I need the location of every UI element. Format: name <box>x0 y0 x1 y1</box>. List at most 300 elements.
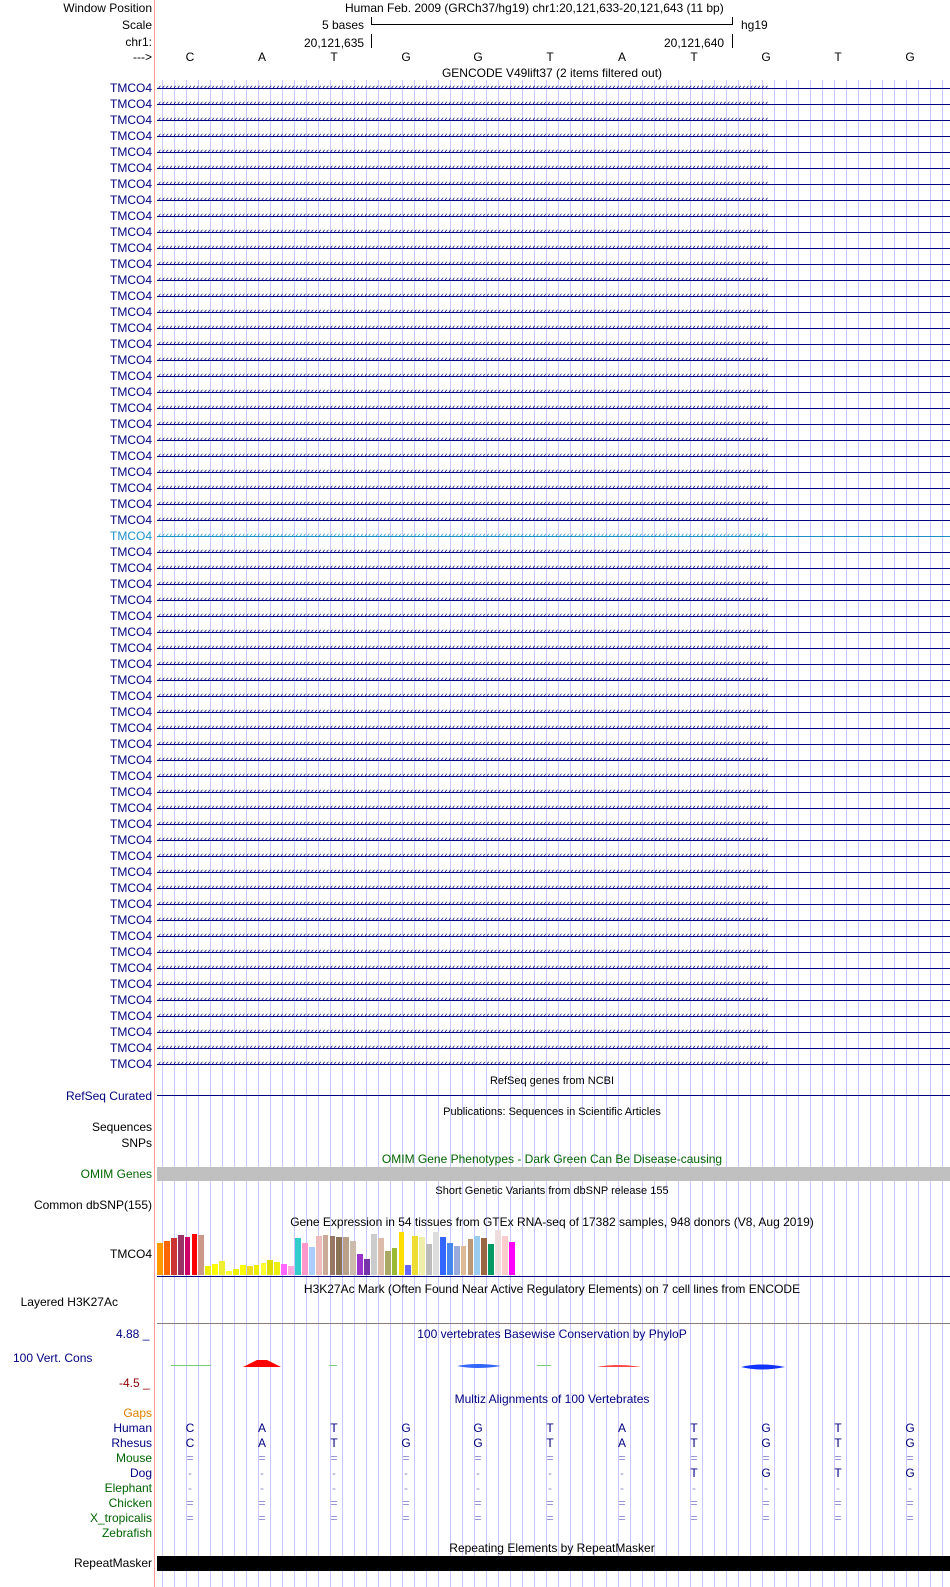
aligned-base: = <box>906 1496 914 1510</box>
gtex-tissue-bar[interactable] <box>267 1260 273 1275</box>
gtex-tissue-bar[interactable] <box>474 1236 480 1275</box>
gencode-gene-label[interactable]: TMCO4 <box>110 225 152 239</box>
gencode-gene-label[interactable]: TMCO4 <box>110 657 152 671</box>
gtex-tissue-bar[interactable] <box>302 1243 308 1275</box>
aligned-base: T <box>834 1436 842 1450</box>
gtex-tissue-bar[interactable] <box>323 1235 329 1275</box>
aligned-base: = <box>258 1451 266 1465</box>
gtex-tissue-bar[interactable] <box>426 1244 432 1275</box>
phylop-label[interactable]: 100 Vert. Cons <box>13 1351 93 1365</box>
coord-right: 20,121,640 <box>664 36 725 50</box>
aligned-base: G <box>761 1466 771 1480</box>
gencode-gene-label[interactable]: TMCO4 <box>110 113 152 127</box>
omim-bar[interactable] <box>157 1167 950 1181</box>
strand-arrows: ‹‹‹‹‹‹‹‹‹‹‹‹‹‹‹‹‹‹‹‹‹‹‹‹‹‹‹‹‹‹‹‹‹‹‹‹‹‹‹‹‹‹‹‹‹‹‹‹‹‹‹‹‹‹‹‹‹‹‹‹‹‹‹‹‹‹‹‹‹‹‹‹‹‹‹‹‹‹‹‹‹‹‹‹‹‹‹‹‹‹‹‹‹‹‹‹‹‹‹‹‹‹‹‹‹‹‹‹‹‹‹‹‹‹‹‹‹‹‹‹‹‹‹‹‹‹‹‹‹‹‹‹‹‹‹‹‹‹‹‹‹‹‹‹‹‹‹‹‹‹‹‹‹‹‹‹‹‹‹‹ <box>157 467 768 477</box>
gtex-tissue-bar[interactable] <box>233 1269 239 1275</box>
repeatmasker-bar[interactable] <box>157 1556 950 1571</box>
aligned-base: C <box>185 1421 195 1435</box>
phylop-mark-blue <box>741 1365 785 1370</box>
strand-arrows: ‹‹‹‹‹‹‹‹‹‹‹‹‹‹‹‹‹‹‹‹‹‹‹‹‹‹‹‹‹‹‹‹‹‹‹‹‹‹‹‹‹‹‹‹‹‹‹‹‹‹‹‹‹‹‹‹‹‹‹‹‹‹‹‹‹‹‹‹‹‹‹‹‹‹‹‹‹‹‹‹‹‹‹‹‹‹‹‹‹‹‹‹‹‹‹‹‹‹‹‹‹‹‹‹‹‹‹‹‹‹‹‹‹‹‹‹‹‹‹‹‹‹‹‹‹‹‹‹‹‹‹‹‹‹‹‹‹‹‹‹‹‹‹‹‹‹‹‹‹‹‹‹‹‹‹‹‹‹‹‹ <box>157 931 768 941</box>
base-letter: T <box>546 50 554 64</box>
aligned-base: - <box>404 1481 408 1495</box>
aligned-base: - <box>188 1466 192 1480</box>
strand-arrows: ‹‹‹‹‹‹‹‹‹‹‹‹‹‹‹‹‹‹‹‹‹‹‹‹‹‹‹‹‹‹‹‹‹‹‹‹‹‹‹‹‹‹‹‹‹‹‹‹‹‹‹‹‹‹‹‹‹‹‹‹‹‹‹‹‹‹‹‹‹‹‹‹‹‹‹‹‹‹‹‹‹‹‹‹‹‹‹‹‹‹‹‹‹‹‹‹‹‹‹‹‹‹‹‹‹‹‹‹‹‹‹‹‹‹‹‹‹‹‹‹‹‹‹‹‹‹‹‹‹‹‹‹‹‹‹‹‹‹‹‹‹‹‹‹‹‹‹‹‹‹‹‹‹‹‹‹‹‹‹‹ <box>157 995 768 1005</box>
gtex-tissue-bar[interactable] <box>205 1266 211 1275</box>
aligned-base: G <box>473 1436 483 1450</box>
base-letter: G <box>761 50 771 64</box>
strand-arrows: ‹‹‹‹‹‹‹‹‹‹‹‹‹‹‹‹‹‹‹‹‹‹‹‹‹‹‹‹‹‹‹‹‹‹‹‹‹‹‹‹‹‹‹‹‹‹‹‹‹‹‹‹‹‹‹‹‹‹‹‹‹‹‹‹‹‹‹‹‹‹‹‹‹‹‹‹‹‹‹‹‹‹‹‹‹‹‹‹‹‹‹‹‹‹‹‹‹‹‹‹‹‹‹‹‹‹‹‹‹‹‹‹‹‹‹‹‹‹‹‹‹‹‹‹‹‹‹‹‹‹‹‹‹‹‹‹‹‹‹‹‹‹‹‹‹‹‹‹‹‹‹‹‹‹‹‹‹‹‹‹ <box>157 963 768 973</box>
strand-arrows: ‹‹‹‹‹‹‹‹‹‹‹‹‹‹‹‹‹‹‹‹‹‹‹‹‹‹‹‹‹‹‹‹‹‹‹‹‹‹‹‹‹‹‹‹‹‹‹‹‹‹‹‹‹‹‹‹‹‹‹‹‹‹‹‹‹‹‹‹‹‹‹‹‹‹‹‹‹‹‹‹‹‹‹‹‹‹‹‹‹‹‹‹‹‹‹‹‹‹‹‹‹‹‹‹‹‹‹‹‹‹‹‹‹‹‹‹‹‹‹‹‹‹‹‹‹‹‹‹‹‹‹‹‹‹‹‹‹‹‹‹‹‹‹‹‹‹‹‹‹‹‹‹‹‹‹‹‹‹‹‹ <box>157 195 768 205</box>
gtex-tissue-bar[interactable] <box>288 1266 294 1275</box>
gencode-gene-label[interactable]: TMCO4 <box>110 129 152 143</box>
strand-arrows: ‹‹‹‹‹‹‹‹‹‹‹‹‹‹‹‹‹‹‹‹‹‹‹‹‹‹‹‹‹‹‹‹‹‹‹‹‹‹‹‹‹‹‹‹‹‹‹‹‹‹‹‹‹‹‹‹‹‹‹‹‹‹‹‹‹‹‹‹‹‹‹‹‹‹‹‹‹‹‹‹‹‹‹‹‹‹‹‹‹‹‹‹‹‹‹‹‹‹‹‹‹‹‹‹‹‹‹‹‹‹‹‹‹‹‹‹‹‹‹‹‹‹‹‹‹‹‹‹‹‹‹‹‹‹‹‹‹‹‹‹‹‹‹‹‹‹‹‹‹‹‹‹‹‹‹‹‹‹‹‹ <box>157 1059 768 1069</box>
gencode-gene-label[interactable]: TMCO4 <box>110 945 152 959</box>
omim-title[interactable]: OMIM Gene Phenotypes - Dark Green Can Be Disease-causing <box>381 1152 723 1166</box>
strand-arrows: ‹‹‹‹‹‹‹‹‹‹‹‹‹‹‹‹‹‹‹‹‹‹‹‹‹‹‹‹‹‹‹‹‹‹‹‹‹‹‹‹‹‹‹‹‹‹‹‹‹‹‹‹‹‹‹‹‹‹‹‹‹‹‹‹‹‹‹‹‹‹‹‹‹‹‹‹‹‹‹‹‹‹‹‹‹‹‹‹‹‹‹‹‹‹‹‹‹‹‹‹‹‹‹‹‹‹‹‹‹‹‹‹‹‹‹‹‹‹‹‹‹‹‹‹‹‹‹‹‹‹‹‹‹‹‹‹‹‹‹‹‹‹‹‹‹‹‹‹‹‹‹‹‹‹‹‹‹‹‹‹ <box>157 99 768 109</box>
gtex-tissue-bar[interactable] <box>316 1236 322 1275</box>
strand-arrows: ‹‹‹‹‹‹‹‹‹‹‹‹‹‹‹‹‹‹‹‹‹‹‹‹‹‹‹‹‹‹‹‹‹‹‹‹‹‹‹‹‹‹‹‹‹‹‹‹‹‹‹‹‹‹‹‹‹‹‹‹‹‹‹‹‹‹‹‹‹‹‹‹‹‹‹‹‹‹‹‹‹‹‹‹‹‹‹‹‹‹‹‹‹‹‹‹‹‹‹‹‹‹‹‹‹‹‹‹‹‹‹‹‹‹‹‹‹‹‹‹‹‹‹‹‹‹‹‹‹‹‹‹‹‹‹‹‹‹‹‹‹‹‹‹‹‹‹‹‹‹‹‹‹‹‹‹‹‹‹‹ <box>157 755 768 765</box>
base-letter: A <box>257 50 267 64</box>
gencode-gene-label[interactable]: TMCO4 <box>110 785 152 799</box>
gtex-tissue-bar[interactable] <box>240 1265 246 1275</box>
gtex-tissue-bar[interactable] <box>219 1261 225 1275</box>
gencode-gene-label[interactable]: TMCO4 <box>110 401 152 415</box>
gencode-gene-label[interactable]: TMCO4 <box>110 209 152 223</box>
strand-arrows: ‹‹‹‹‹‹‹‹‹‹‹‹‹‹‹‹‹‹‹‹‹‹‹‹‹‹‹‹‹‹‹‹‹‹‹‹‹‹‹‹‹‹‹‹‹‹‹‹‹‹‹‹‹‹‹‹‹‹‹‹‹‹‹‹‹‹‹‹‹‹‹‹‹‹‹‹‹‹‹‹‹‹‹‹‹‹‹‹‹‹‹‹‹‹‹‹‹‹‹‹‹‹‹‹‹‹‹‹‹‹‹‹‹‹‹‹‹‹‹‹‹‹‹‹‹‹‹‹‹‹‹‹‹‹‹‹‹‹‹‹‹‹‹‹‹‹‹‹‹‹‹‹‹‹‹‹‹‹‹‹ <box>157 483 768 493</box>
strand-arrows: ‹‹‹‹‹‹‹‹‹‹‹‹‹‹‹‹‹‹‹‹‹‹‹‹‹‹‹‹‹‹‹‹‹‹‹‹‹‹‹‹‹‹‹‹‹‹‹‹‹‹‹‹‹‹‹‹‹‹‹‹‹‹‹‹‹‹‹‹‹‹‹‹‹‹‹‹‹‹‹‹‹‹‹‹‹‹‹‹‹‹‹‹‹‹‹‹‹‹‹‹‹‹‹‹‹‹‹‹‹‹‹‹‹‹‹‹‹‹‹‹‹‹‹‹‹‹‹‹‹‹‹‹‹‹‹‹‹‹‹‹‹‹‹‹‹‹‹‹‹‹‹‹‹‹‹‹‹‹‹‹ <box>157 499 768 509</box>
aligned-base: A <box>617 1421 627 1435</box>
gencode-gene-label[interactable]: TMCO4 <box>110 929 152 943</box>
h3k27ac-title[interactable]: H3K27Ac Mark (Often Found Near Active Regulatory Elements) on 7 cell lines from ENCODE <box>303 1282 801 1296</box>
gencode-gene-label[interactable]: TMCO4 <box>110 145 152 159</box>
gencode-gene-label[interactable]: TMCO4 <box>110 433 152 447</box>
gencode-gene-label[interactable]: TMCO4 <box>110 961 152 975</box>
strand-arrows: ‹‹‹‹‹‹‹‹‹‹‹‹‹‹‹‹‹‹‹‹‹‹‹‹‹‹‹‹‹‹‹‹‹‹‹‹‹‹‹‹‹‹‹‹‹‹‹‹‹‹‹‹‹‹‹‹‹‹‹‹‹‹‹‹‹‹‹‹‹‹‹‹‹‹‹‹‹‹‹‹‹‹‹‹‹‹‹‹‹‹‹‹‹‹‹‹‹‹‹‹‹‹‹‹‹‹‹‹‹‹‹‹‹‹‹‹‹‹‹‹‹‹‹‹‹‹‹‹‹‹‹‹‹‹‹‹‹‹‹‹‹‹‹‹‹‹‹‹‹‹‹‹‹‹‹‹‹‹‹‹ <box>157 131 768 141</box>
gencode-gene-label[interactable]: TMCO4 <box>110 97 152 111</box>
strand-arrows: ‹‹‹‹‹‹‹‹‹‹‹‹‹‹‹‹‹‹‹‹‹‹‹‹‹‹‹‹‹‹‹‹‹‹‹‹‹‹‹‹‹‹‹‹‹‹‹‹‹‹‹‹‹‹‹‹‹‹‹‹‹‹‹‹‹‹‹‹‹‹‹‹‹‹‹‹‹‹‹‹‹‹‹‹‹‹‹‹‹‹‹‹‹‹‹‹‹‹‹‹‹‹‹‹‹‹‹‹‹‹‹‹‹‹‹‹‹‹‹‹‹‹‹‹‹‹‹‹‹‹‹‹‹‹‹‹‹‹‹‹‹‹‹‹‹‹‹‹‹‹‹‹‹‹‹‹‹‹‹‹ <box>157 355 768 365</box>
gtex-tissue-bar[interactable] <box>385 1251 391 1275</box>
gtex-tissue-bar[interactable] <box>357 1254 363 1275</box>
aligned-base: G <box>905 1421 915 1435</box>
coord-left: 20,121,635 <box>304 36 365 50</box>
strand-arrows: ‹‹‹‹‹‹‹‹‹‹‹‹‹‹‹‹‹‹‹‹‹‹‹‹‹‹‹‹‹‹‹‹‹‹‹‹‹‹‹‹‹‹‹‹‹‹‹‹‹‹‹‹‹‹‹‹‹‹‹‹‹‹‹‹‹‹‹‹‹‹‹‹‹‹‹‹‹‹‹‹‹‹‹‹‹‹‹‹‹‹‹‹‹‹‹‹‹‹‹‹‹‹‹‹‹‹‹‹‹‹‹‹‹‹‹‹‹‹‹‹‹‹‹‹‹‹‹‹‹‹‹‹‹‹‹‹‹‹‹‹‹‹‹‹‹‹‹‹‹‹‹‹‹‹‹‹‹‹‹‹ <box>157 899 768 909</box>
gencode-gene-label[interactable]: TMCO4 <box>110 849 152 863</box>
dbsnp-title[interactable]: Short Genetic Variants from dbSNP release 155 <box>435 1185 669 1197</box>
aligned-base: G <box>905 1436 915 1450</box>
gtex-tissue-bar[interactable] <box>502 1236 508 1275</box>
gencode-gene-label[interactable]: TMCO4 <box>110 641 152 655</box>
aligned-base: T <box>690 1436 698 1450</box>
aligned-base: - <box>764 1481 768 1495</box>
gencode-gene-label[interactable]: TMCO4 <box>110 369 152 383</box>
gtex-tissue-bar[interactable] <box>468 1239 474 1275</box>
aligned-base: - <box>332 1481 336 1495</box>
gencode-gene-label[interactable]: TMCO4 <box>110 241 152 255</box>
gencode-gene-label[interactable]: TMCO4 <box>110 513 152 527</box>
strand-arrows: ‹‹‹‹‹‹‹‹‹‹‹‹‹‹‹‹‹‹‹‹‹‹‹‹‹‹‹‹‹‹‹‹‹‹‹‹‹‹‹‹‹‹‹‹‹‹‹‹‹‹‹‹‹‹‹‹‹‹‹‹‹‹‹‹‹‹‹‹‹‹‹‹‹‹‹‹‹‹‹‹‹‹‹‹‹‹‹‹‹‹‹‹‹‹‹‹‹‹‹‹‹‹‹‹‹‹‹‹‹‹‹‹‹‹‹‹‹‹‹‹‹‹‹‹‹‹‹‹‹‹‹‹‹‹‹‹‹‹‹‹‹‹‹‹‹‹‹‹‹‹‹‹‹‹‹‹‹‹‹‹ <box>157 851 768 861</box>
gtex-tissue-bar[interactable] <box>309 1247 315 1275</box>
gencode-gene-label[interactable]: TMCO4 <box>110 721 152 735</box>
aligned-base: T <box>330 1436 338 1450</box>
phylop-mark-red <box>243 1360 281 1367</box>
strand-arrows: ‹‹‹‹‹‹‹‹‹‹‹‹‹‹‹‹‹‹‹‹‹‹‹‹‹‹‹‹‹‹‹‹‹‹‹‹‹‹‹‹‹‹‹‹‹‹‹‹‹‹‹‹‹‹‹‹‹‹‹‹‹‹‹‹‹‹‹‹‹‹‹‹‹‹‹‹‹‹‹‹‹‹‹‹‹‹‹‹‹‹‹‹‹‹‹‹‹‹‹‹‹‹‹‹‹‹‹‹‹‹‹‹‹‹‹‹‹‹‹‹‹‹‹‹‹‹‹‹‹‹‹‹‹‹‹‹‹‹‹‹‹‹‹‹‹‹‹‹‹‹‹‹‹‹‹‹‹‹‹‹ <box>157 227 768 237</box>
gaps-label[interactable]: Gaps <box>123 1406 152 1420</box>
phylop-mark-blue <box>457 1364 501 1368</box>
aligned-base: T <box>546 1421 554 1435</box>
gencode-gene-label[interactable]: TMCO4 <box>110 385 152 399</box>
gtex-bar-chart[interactable] <box>157 1230 950 1275</box>
aligned-base: = <box>546 1451 554 1465</box>
strand-arrows: ‹‹‹‹‹‹‹‹‹‹‹‹‹‹‹‹‹‹‹‹‹‹‹‹‹‹‹‹‹‹‹‹‹‹‹‹‹‹‹‹‹‹‹‹‹‹‹‹‹‹‹‹‹‹‹‹‹‹‹‹‹‹‹‹‹‹‹‹‹‹‹‹‹‹‹‹‹‹‹‹‹‹‹‹‹‹‹‹‹‹‹‹‹‹‹‹‹‹‹‹‹‹‹‹‹‹‹‹‹‹‹‹‹‹‹‹‹‹‹‹‹‹‹‹‹‹‹‹‹‹‹‹‹‹‹‹‹‹‹‹‹‹‹‹‹‹‹‹‹‹‹‹‹‹‹‹‹‹‹‹ <box>157 675 768 685</box>
gtex-tissue-bar[interactable] <box>495 1230 501 1275</box>
phylop-mark-red <box>597 1365 641 1367</box>
label-window-position: Window Position <box>63 1 152 15</box>
gtex-tissue-bar[interactable] <box>281 1264 287 1275</box>
gencode-gene-label[interactable]: TMCO4 <box>110 561 152 575</box>
species-label[interactable]: X_tropicalis <box>89 1511 152 1525</box>
strand-arrows: ‹‹‹‹‹‹‹‹‹‹‹‹‹‹‹‹‹‹‹‹‹‹‹‹‹‹‹‹‹‹‹‹‹‹‹‹‹‹‹‹‹‹‹‹‹‹‹‹‹‹‹‹‹‹‹‹‹‹‹‹‹‹‹‹‹‹‹‹‹‹‹‹‹‹‹‹‹‹‹‹‹‹‹‹‹‹‹‹‹‹‹‹‹‹‹‹‹‹‹‹‹‹‹‹‹‹‹‹‹‹‹‹‹‹‹‹‹‹‹‹‹‹‹‹‹‹‹‹‹‹‹‹‹‹‹‹‹‹‹‹‹‹‹‹‹‹‹‹‹‹‹‹‹‹‹‹‹‹‹‹ <box>157 323 768 333</box>
aligned-base: = <box>474 1496 482 1510</box>
aligned-base: = <box>330 1496 338 1510</box>
base-letter: T <box>330 50 338 64</box>
aligned-base: = <box>834 1451 842 1465</box>
strand-arrows: ‹‹‹‹‹‹‹‹‹‹‹‹‹‹‹‹‹‹‹‹‹‹‹‹‹‹‹‹‹‹‹‹‹‹‹‹‹‹‹‹‹‹‹‹‹‹‹‹‹‹‹‹‹‹‹‹‹‹‹‹‹‹‹‹‹‹‹‹‹‹‹‹‹‹‹‹‹‹‹‹‹‹‹‹‹‹‹‹‹‹‹‹‹‹‹‹‹‹‹‹‹‹‹‹‹‹‹‹‹‹‹‹‹‹‹‹‹‹‹‹‹‹‹‹‹‹‹‹‹‹‹‹‹‹‹‹‹‹‹‹‹‹‹‹‹‹‹‹‹‹‹‹‹‹‹‹‹‹‹‹ <box>157 659 768 669</box>
gtex-tissue-bar[interactable] <box>433 1232 439 1275</box>
gencode-gene-label[interactable]: TMCO4 <box>110 593 152 607</box>
species-label[interactable]: Zebrafish <box>101 1526 152 1540</box>
label-separator <box>154 0 155 1587</box>
gencode-gene-label[interactable]: TMCO4 <box>110 625 152 639</box>
aligned-base: - <box>548 1481 552 1495</box>
gencode-gene-label[interactable]: TMCO4 <box>110 81 152 95</box>
aligned-base: = <box>402 1496 410 1510</box>
aligned-base: - <box>260 1481 264 1495</box>
phylop-max: 4.88 _ <box>116 1327 150 1341</box>
gencode-gene-label[interactable]: TMCO4 <box>110 865 152 879</box>
strand-arrows: ‹‹‹‹‹‹‹‹‹‹‹‹‹‹‹‹‹‹‹‹‹‹‹‹‹‹‹‹‹‹‹‹‹‹‹‹‹‹‹‹‹‹‹‹‹‹‹‹‹‹‹‹‹‹‹‹‹‹‹‹‹‹‹‹‹‹‹‹‹‹‹‹‹‹‹‹‹‹‹‹‹‹‹‹‹‹‹‹‹‹‹‹‹‹‹‹‹‹‹‹‹‹‹‹‹‹‹‹‹‹‹‹‹‹‹‹‹‹‹‹‹‹‹‹‹‹‹‹‹‹‹‹‹‹‹‹‹‹‹‹‹‹‹‹‹‹‹‹‹‹‹‹‹‹‹‹‹‹‹‹ <box>157 563 768 573</box>
phylop-mark <box>171 1365 211 1366</box>
gencode-gene-label[interactable]: TMCO4 <box>110 481 152 495</box>
species-label[interactable]: Elephant <box>104 1481 152 1495</box>
aligned-base: = <box>690 1511 698 1525</box>
gtex-tissue-bar[interactable] <box>440 1237 446 1275</box>
gencode-gene-label[interactable]: TMCO4 <box>110 321 152 335</box>
base-letter: C <box>185 50 195 64</box>
refseq-line[interactable] <box>157 1095 950 1096</box>
gencode-gene-label[interactable]: TMCO4 <box>110 305 152 319</box>
gtex-tissue-bar[interactable] <box>185 1237 191 1275</box>
gencode-gene-label[interactable]: TMCO4 <box>110 673 152 687</box>
strand-arrows: ‹‹‹‹‹‹‹‹‹‹‹‹‹‹‹‹‹‹‹‹‹‹‹‹‹‹‹‹‹‹‹‹‹‹‹‹‹‹‹‹‹‹‹‹‹‹‹‹‹‹‹‹‹‹‹‹‹‹‹‹‹‹‹‹‹‹‹‹‹‹‹‹‹‹‹‹‹‹‹‹‹‹‹‹‹‹‹‹‹‹‹‹‹‹‹‹‹‹‹‹‹‹‹‹‹‹‹‹‹‹‹‹‹‹‹‹‹‹‹‹‹‹‹‹‹‹‹‹‹‹‹‹‹‹‹‹‹‹‹‹‹‹‹‹‹‹‹‹‹‹‹‹‹‹‹‹‹‹‹‹ <box>157 83 768 93</box>
aligned-base: - <box>188 1481 192 1495</box>
gtex-tissue-bar[interactable] <box>164 1241 170 1275</box>
gtex-tissue-bar[interactable] <box>516 1256 522 1275</box>
label-scale: Scale <box>121 18 152 32</box>
aligned-base: - <box>548 1466 552 1480</box>
gtex-tissue-bar[interactable] <box>419 1237 425 1275</box>
phylop-title[interactable]: 100 vertebrates Basewise Conservation by PhyloP <box>417 1327 687 1341</box>
repeatmasker-title[interactable]: Repeating Elements by RepeatMasker <box>449 1541 655 1555</box>
gtex-tissue-bar[interactable] <box>454 1246 460 1275</box>
gtex-label[interactable]: TMCO4 <box>110 1247 152 1261</box>
strand-arrows: ‹‹‹‹‹‹‹‹‹‹‹‹‹‹‹‹‹‹‹‹‹‹‹‹‹‹‹‹‹‹‹‹‹‹‹‹‹‹‹‹‹‹‹‹‹‹‹‹‹‹‹‹‹‹‹‹‹‹‹‹‹‹‹‹‹‹‹‹‹‹‹‹‹‹‹‹‹‹‹‹‹‹‹‹‹‹‹‹‹‹‹‹‹‹‹‹‹‹‹‹‹‹‹‹‹‹‹‹‹‹‹‹‹‹‹‹‹‹‹‹‹‹‹‹‹‹‹‹‹‹‹‹‹‹‹‹‹‹‹‹‹‹‹‹‹‹‹‹‹‹‹‹‹‹‹‹‹‹‹‹ <box>157 547 768 557</box>
aligned-base: = <box>906 1511 914 1525</box>
gencode-gene-label[interactable]: TMCO4 <box>110 289 152 303</box>
base-letter: T <box>834 50 842 64</box>
species-label[interactable]: Human <box>113 1421 152 1435</box>
gtex-baseline <box>157 1276 950 1277</box>
aligned-base: = <box>258 1496 266 1510</box>
strand-arrows: ‹‹‹‹‹‹‹‹‹‹‹‹‹‹‹‹‹‹‹‹‹‹‹‹‹‹‹‹‹‹‹‹‹‹‹‹‹‹‹‹‹‹‹‹‹‹‹‹‹‹‹‹‹‹‹‹‹‹‹‹‹‹‹‹‹‹‹‹‹‹‹‹‹‹‹‹‹‹‹‹‹‹‹‹‹‹‹‹‹‹‹‹‹‹‹‹‹‹‹‹‹‹‹‹‹‹‹‹‹‹‹‹‹‹‹‹‹‹‹‹‹‹‹‹‹‹‹‹‹‹‹‹‹‹‹‹‹‹‹‹‹‹‹‹‹‹‹‹‹‹‹‹‹‹‹‹‹‹‹‹ <box>157 307 768 317</box>
gtex-tissue-bar[interactable] <box>254 1265 260 1275</box>
aligned-base: - <box>476 1466 480 1480</box>
gencode-title[interactable]: GENCODE V49lift37 (2 items filtered out) <box>441 66 663 80</box>
gtex-tissue-bar[interactable] <box>212 1264 218 1275</box>
gtex-tissue-bar[interactable] <box>261 1263 267 1275</box>
strand-arrows: ‹‹‹‹‹‹‹‹‹‹‹‹‹‹‹‹‹‹‹‹‹‹‹‹‹‹‹‹‹‹‹‹‹‹‹‹‹‹‹‹‹‹‹‹‹‹‹‹‹‹‹‹‹‹‹‹‹‹‹‹‹‹‹‹‹‹‹‹‹‹‹‹‹‹‹‹‹‹‹‹‹‹‹‹‹‹‹‹‹‹‹‹‹‹‹‹‹‹‹‹‹‹‹‹‹‹‹‹‹‹‹‹‹‹‹‹‹‹‹‹‹‹‹‹‹‹‹‹‹‹‹‹‹‹‹‹‹‹‹‹‹‹‹‹‹‹‹‹‹‹‹‹‹‹‹‹‹‹‹‹ <box>157 419 768 429</box>
gencode-gene-label[interactable]: TMCO4 <box>110 449 152 463</box>
gtex-tissue-bar[interactable] <box>178 1235 184 1275</box>
label-strand-arrow[interactable]: ---> <box>133 50 152 64</box>
gencode-gene-label[interactable]: TMCO4 <box>110 977 152 991</box>
strand-arrows: ‹‹‹‹‹‹‹‹‹‹‹‹‹‹‹‹‹‹‹‹‹‹‹‹‹‹‹‹‹‹‹‹‹‹‹‹‹‹‹‹‹‹‹‹‹‹‹‹‹‹‹‹‹‹‹‹‹‹‹‹‹‹‹‹‹‹‹‹‹‹‹‹‹‹‹‹‹‹‹‹‹‹‹‹‹‹‹‹‹‹‹‹‹‹‹‹‹‹‹‹‹‹‹‹‹‹‹‹‹‹‹‹‹‹‹‹‹‹‹‹‹‹‹‹‹‹‹‹‹‹‹‹‹‹‹‹‹‹‹‹‹‹‹‹‹‹‹‹‹‹‹‹‹‹‹‹‹‹‹‹ <box>157 387 768 397</box>
aligned-base: = <box>258 1511 266 1525</box>
gtex-tissue-bar[interactable] <box>461 1246 467 1275</box>
strand-arrows: ‹‹‹‹‹‹‹‹‹‹‹‹‹‹‹‹‹‹‹‹‹‹‹‹‹‹‹‹‹‹‹‹‹‹‹‹‹‹‹‹‹‹‹‹‹‹‹‹‹‹‹‹‹‹‹‹‹‹‹‹‹‹‹‹‹‹‹‹‹‹‹‹‹‹‹‹‹‹‹‹‹‹‹‹‹‹‹‹‹‹‹‹‹‹‹‹‹‹‹‹‹‹‹‹‹‹‹‹‹‹‹‹‹‹‹‹‹‹‹‹‹‹‹‹‹‹‹‹‹‹‹‹‹‹‹‹‹‹‹‹‹‹‹‹‹‹‹‹‹‹‹‹‹‹‹‹‹‹‹‹ <box>157 579 768 589</box>
aligned-base: T <box>834 1421 842 1435</box>
base-letter: G <box>473 50 483 64</box>
gencode-gene-label[interactable]: TMCO4 <box>110 881 152 895</box>
gtex-tissue-bar[interactable] <box>343 1237 349 1275</box>
gencode-gene-label[interactable]: TMCO4 <box>110 497 152 511</box>
h3k27ac-label[interactable]: Layered H3K27Ac <box>20 1295 118 1309</box>
aligned-base: - <box>260 1466 264 1480</box>
aligned-base: G <box>401 1436 411 1450</box>
gencode-gene-label[interactable]: TMCO4 <box>110 257 152 271</box>
aligned-base: = <box>330 1451 338 1465</box>
gencode-gene-label[interactable]: TMCO4 <box>110 609 152 623</box>
aligned-base: = <box>546 1511 554 1525</box>
strand-arrows: ‹‹‹‹‹‹‹‹‹‹‹‹‹‹‹‹‹‹‹‹‹‹‹‹‹‹‹‹‹‹‹‹‹‹‹‹‹‹‹‹‹‹‹‹‹‹‹‹‹‹‹‹‹‹‹‹‹‹‹‹‹‹‹‹‹‹‹‹‹‹‹‹‹‹‹‹‹‹‹‹‹‹‹‹‹‹‹‹‹‹‹‹‹‹‹‹‹‹‹‹‹‹‹‹‹‹‹‹‹‹‹‹‹‹‹‹‹‹‹‹‹‹‹‹‹‹‹‹‹‹‹‹‹‹‹‹‹‹‹‹‹‹‹‹‹‹‹‹‹‹‹‹‹‹‹‹‹‹‹‹ <box>157 515 768 525</box>
strand-arrows: ‹‹‹‹‹‹‹‹‹‹‹‹‹‹‹‹‹‹‹‹‹‹‹‹‹‹‹‹‹‹‹‹‹‹‹‹‹‹‹‹‹‹‹‹‹‹‹‹‹‹‹‹‹‹‹‹‹‹‹‹‹‹‹‹‹‹‹‹‹‹‹‹‹‹‹‹‹‹‹‹‹‹‹‹‹‹‹‹‹‹‹‹‹‹‹‹‹‹‹‹‹‹‹‹‹‹‹‹‹‹‹‹‹‹‹‹‹‹‹‹‹‹‹‹‹‹‹‹‹‹‹‹‹‹‹‹‹‹‹‹‹‹‹‹‹‹‹‹‹‹‹‹‹‹‹‹‹‹‹‹ <box>157 835 768 845</box>
gencode-gene-label[interactable]: TMCO4 <box>110 737 152 751</box>
gtex-tissue-bar[interactable] <box>171 1238 177 1275</box>
gtex-tissue-bar[interactable] <box>198 1235 204 1275</box>
gtex-tissue-bar[interactable] <box>371 1234 377 1275</box>
coord-right-tick <box>732 34 733 48</box>
aligned-base: = <box>186 1496 194 1510</box>
aligned-base: = <box>762 1496 770 1510</box>
gencode-gene-label[interactable]: TMCO4 <box>110 1025 152 1039</box>
dbsnp-label[interactable]: Common dbSNP(155) <box>33 1198 152 1212</box>
gencode-gene-label[interactable]: TMCO4 <box>110 993 152 1007</box>
strand-arrows: ‹‹‹‹‹‹‹‹‹‹‹‹‹‹‹‹‹‹‹‹‹‹‹‹‹‹‹‹‹‹‹‹‹‹‹‹‹‹‹‹‹‹‹‹‹‹‹‹‹‹‹‹‹‹‹‹‹‹‹‹‹‹‹‹‹‹‹‹‹‹‹‹‹‹‹‹‹‹‹‹‹‹‹‹‹‹‹‹‹‹‹‹‹‹‹‹‹‹‹‹‹‹‹‹‹‹‹‹‹‹‹‹‹‹‹‹‹‹‹‹‹‹‹‹‹‹‹‹‹‹‹‹‹‹‹‹‹‹‹‹‹‹‹‹‹‹‹‹‹‹‹‹‹‹‹‹‹‹‹‹ <box>157 259 768 269</box>
strand-arrows: ‹‹‹‹‹‹‹‹‹‹‹‹‹‹‹‹‹‹‹‹‹‹‹‹‹‹‹‹‹‹‹‹‹‹‹‹‹‹‹‹‹‹‹‹‹‹‹‹‹‹‹‹‹‹‹‹‹‹‹‹‹‹‹‹‹‹‹‹‹‹‹‹‹‹‹‹‹‹‹‹‹‹‹‹‹‹‹‹‹‹‹‹‹‹‹‹‹‹‹‹‹‹‹‹‹‹‹‹‹‹‹‹‹‹‹‹‹‹‹‹‹‹‹‹‹‹‹‹‹‹‹‹‹‹‹‹‹‹‹‹‹‹‹‹‹‹‹‹‹‹‹‹‹‹‹‹‹‹‹‹ <box>157 979 768 989</box>
aligned-base: G <box>905 1466 915 1480</box>
strand-arrows: ‹‹‹‹‹‹‹‹‹‹‹‹‹‹‹‹‹‹‹‹‹‹‹‹‹‹‹‹‹‹‹‹‹‹‹‹‹‹‹‹‹‹‹‹‹‹‹‹‹‹‹‹‹‹‹‹‹‹‹‹‹‹‹‹‹‹‹‹‹‹‹‹‹‹‹‹‹‹‹‹‹‹‹‹‹‹‹‹‹‹‹‹‹‹‹‹‹‹‹‹‹‹‹‹‹‹‹‹‹‹‹‹‹‹‹‹‹‹‹‹‹‹‹‹‹‹‹‹‹‹‹‹‹‹‹‹‹‹‹‹‹‹‹‹‹‹‹‹‹‹‹‹‹‹‹‹‹‹‹‹ <box>157 595 768 605</box>
scale-text: 5 bases <box>322 18 365 32</box>
gtex-tissue-bar[interactable] <box>392 1248 398 1275</box>
strand-arrows: ‹‹‹‹‹‹‹‹‹‹‹‹‹‹‹‹‹‹‹‹‹‹‹‹‹‹‹‹‹‹‹‹‹‹‹‹‹‹‹‹‹‹‹‹‹‹‹‹‹‹‹‹‹‹‹‹‹‹‹‹‹‹‹‹‹‹‹‹‹‹‹‹‹‹‹‹‹‹‹‹‹‹‹‹‹‹‹‹‹‹‹‹‹‹‹‹‹‹‹‹‹‹‹‹‹‹‹‹‹‹‹‹‹‹‹‹‹‹‹‹‹‹‹‹‹‹‹‹‹‹‹‹‹‹‹‹‹‹‹‹‹‹‹‹‹‹‹‹‹‹‹‹‹‹‹‹‹‹‹‹ <box>157 691 768 701</box>
strand-arrows: ‹‹‹‹‹‹‹‹‹‹‹‹‹‹‹‹‹‹‹‹‹‹‹‹‹‹‹‹‹‹‹‹‹‹‹‹‹‹‹‹‹‹‹‹‹‹‹‹‹‹‹‹‹‹‹‹‹‹‹‹‹‹‹‹‹‹‹‹‹‹‹‹‹‹‹‹‹‹‹‹‹‹‹‹‹‹‹‹‹‹‹‹‹‹‹‹‹‹‹‹‹‹‹‹‹‹‹‹‹‹‹‹‹‹‹‹‹‹‹‹‹‹‹‹‹‹‹‹‹‹‹‹‹‹‹‹‹‹‹‹‹‹‹‹‹‹‹‹‹‹‹‹‹‹‹‹‹‹‹‹ <box>157 115 768 125</box>
aligned-base: = <box>474 1451 482 1465</box>
gencode-gene-label[interactable]: TMCO4 <box>110 769 152 783</box>
gencode-gene-label[interactable]: TMCO4 <box>110 577 152 591</box>
strand-arrows: ‹‹‹‹‹‹‹‹‹‹‹‹‹‹‹‹‹‹‹‹‹‹‹‹‹‹‹‹‹‹‹‹‹‹‹‹‹‹‹‹‹‹‹‹‹‹‹‹‹‹‹‹‹‹‹‹‹‹‹‹‹‹‹‹‹‹‹‹‹‹‹‹‹‹‹‹‹‹‹‹‹‹‹‹‹‹‹‹‹‹‹‹‹‹‹‹‹‹‹‹‹‹‹‹‹‹‹‹‹‹‹‹‹‹‹‹‹‹‹‹‹‹‹‹‹‹‹‹‹‹‹‹‹‹‹‹‹‹‹‹‹‹‹‹‹‹‹‹‹‹‹‹‹‹‹‹‹‹‹‹ <box>157 451 768 461</box>
aligned-base: A <box>257 1436 267 1450</box>
aligned-base: - <box>836 1481 840 1495</box>
gencode-gene-label[interactable]: TMCO4 <box>110 417 152 431</box>
gtex-tissue-bar[interactable] <box>336 1237 342 1275</box>
gtex-tissue-bar[interactable] <box>412 1236 418 1275</box>
phylop-mark <box>329 1365 337 1366</box>
base-letter: G <box>905 50 915 64</box>
gencode-gene-label[interactable]: TMCO4 <box>110 689 152 703</box>
strand-arrows: ‹‹‹‹‹‹‹‹‹‹‹‹‹‹‹‹‹‹‹‹‹‹‹‹‹‹‹‹‹‹‹‹‹‹‹‹‹‹‹‹‹‹‹‹‹‹‹‹‹‹‹‹‹‹‹‹‹‹‹‹‹‹‹‹‹‹‹‹‹‹‹‹‹‹‹‹‹‹‹‹‹‹‹‹‹‹‹‹‹‹‹‹‹‹‹‹‹‹‹‹‹‹‹‹‹‹‹‹‹‹‹‹‹‹‹‹‹‹‹‹‹‹‹‹‹‹‹‹‹‹‹‹‹‹‹‹‹‹‹‹‹‹‹‹‹‹‹‹‹‹‹‹‹‹‹‹‹‹‹‹ <box>157 1027 768 1037</box>
aligned-base: = <box>474 1511 482 1525</box>
gencode-gene-label[interactable]: TMCO4 <box>110 193 152 207</box>
strand-arrows: ‹‹‹‹‹‹‹‹‹‹‹‹‹‹‹‹‹‹‹‹‹‹‹‹‹‹‹‹‹‹‹‹‹‹‹‹‹‹‹‹‹‹‹‹‹‹‹‹‹‹‹‹‹‹‹‹‹‹‹‹‹‹‹‹‹‹‹‹‹‹‹‹‹‹‹‹‹‹‹‹‹‹‹‹‹‹‹‹‹‹‹‹‹‹‹‹‹‹‹‹‹‹‹‹‹‹‹‹‹‹‹‹‹‹‹‹‹‹‹‹‹‹‹‹‹‹‹‹‹‹‹‹‹‹‹‹‹‹‹‹‹‹‹‹‹‹‹‹‹‹‹‹‹‹‹‹‹‹‹‹ <box>157 1011 768 1021</box>
aligned-base: A <box>617 1436 627 1450</box>
aligned-base: T <box>330 1421 338 1435</box>
gencode-gene-label[interactable]: TMCO4 <box>110 817 152 831</box>
aligned-base: T <box>690 1421 698 1435</box>
aligned-base: G <box>761 1436 771 1450</box>
strand-arrows: ‹‹‹‹‹‹‹‹‹‹‹‹‹‹‹‹‹‹‹‹‹‹‹‹‹‹‹‹‹‹‹‹‹‹‹‹‹‹‹‹‹‹‹‹‹‹‹‹‹‹‹‹‹‹‹‹‹‹‹‹‹‹‹‹‹‹‹‹‹‹‹‹‹‹‹‹‹‹‹‹‹‹‹‹‹‹‹‹‹‹‹‹‹‹‹‹‹‹‹‹‹‹‹‹‹‹‹‹‹‹‹‹‹‹‹‹‹‹‹‹‹‹‹‹‹‹‹‹‹‹‹‹‹‹‹‹‹‹‹‹‹‹‹‹‹‹‹‹‹‹‹‹‹‹‹‹‹‹‹‹ <box>157 611 768 621</box>
gtex-tissue-bar[interactable] <box>226 1271 232 1276</box>
coord-left-tick <box>371 34 372 48</box>
gencode-gene-label[interactable]: TMCO4 <box>110 913 152 927</box>
aligned-base: = <box>186 1451 194 1465</box>
gencode-gene-label[interactable]: TMCO4 <box>110 897 152 911</box>
strand-arrows: ‹‹‹‹‹‹‹‹‹‹‹‹‹‹‹‹‹‹‹‹‹‹‹‹‹‹‹‹‹‹‹‹‹‹‹‹‹‹‹‹‹‹‹‹‹‹‹‹‹‹‹‹‹‹‹‹‹‹‹‹‹‹‹‹‹‹‹‹‹‹‹‹‹‹‹‹‹‹‹‹‹‹‹‹‹‹‹‹‹‹‹‹‹‹‹‹‹‹‹‹‹‹‹‹‹‹‹‹‹‹‹‹‹‹‹‹‹‹‹‹‹‹‹‹‹‹‹‹‹‹‹‹‹‹‹‹‹‹‹‹‹‹‹‹‹‹‹‹‹‹‹‹‹‹‹‹‹‹‹‹ <box>157 1043 768 1053</box>
gtex-tissue-bar[interactable] <box>509 1242 515 1275</box>
aligned-base: = <box>834 1496 842 1510</box>
strand-arrows: ‹‹‹‹‹‹‹‹‹‹‹‹‹‹‹‹‹‹‹‹‹‹‹‹‹‹‹‹‹‹‹‹‹‹‹‹‹‹‹‹‹‹‹‹‹‹‹‹‹‹‹‹‹‹‹‹‹‹‹‹‹‹‹‹‹‹‹‹‹‹‹‹‹‹‹‹‹‹‹‹‹‹‹‹‹‹‹‹‹‹‹‹‹‹‹‹‹‹‹‹‹‹‹‹‹‹‹‹‹‹‹‹‹‹‹‹‹‹‹‹‹‹‹‹‹‹‹‹‹‹‹‹‹‹‹‹‹‹‹‹‹‹‹‹‹‹‹‹‹‹‹‹‹‹‹‹‹‹‹‹ <box>157 163 768 173</box>
h3k27ac-baseline <box>157 1323 950 1324</box>
aligned-base: - <box>404 1466 408 1480</box>
gtex-tissue-bar[interactable] <box>157 1243 163 1275</box>
strand-arrows: ‹‹‹‹‹‹‹‹‹‹‹‹‹‹‹‹‹‹‹‹‹‹‹‹‹‹‹‹‹‹‹‹‹‹‹‹‹‹‹‹‹‹‹‹‹‹‹‹‹‹‹‹‹‹‹‹‹‹‹‹‹‹‹‹‹‹‹‹‹‹‹‹‹‹‹‹‹‹‹‹‹‹‹‹‹‹‹‹‹‹‹‹‹‹‹‹‹‹‹‹‹‹‹‹‹‹‹‹‹‹‹‹‹‹‹‹‹‹‹‹‹‹‹‹‹‹‹‹‹‹‹‹‹‹‹‹‹‹‹‹‹‹‹‹‹‹‹‹‹‹‹‹‹‹‹‹‹‹‹‹ <box>157 147 768 157</box>
aligned-base: = <box>618 1451 626 1465</box>
multiz-title[interactable]: Multiz Alignments of 100 Vertebrates <box>454 1392 650 1406</box>
gencode-gene-label[interactable]: TMCO4 <box>110 273 152 287</box>
gtex-tissue-bar[interactable] <box>364 1259 370 1275</box>
strand-arrows: ‹‹‹‹‹‹‹‹‹‹‹‹‹‹‹‹‹‹‹‹‹‹‹‹‹‹‹‹‹‹‹‹‹‹‹‹‹‹‹‹‹‹‹‹‹‹‹‹‹‹‹‹‹‹‹‹‹‹‹‹‹‹‹‹‹‹‹‹‹‹‹‹‹‹‹‹‹‹‹‹‹‹‹‹‹‹‹‹‹‹‹‹‹‹‹‹‹‹‹‹‹‹‹‹‹‹‹‹‹‹‹‹‹‹‹‹‹‹‹‹‹‹‹‹‹‹‹‹‹‹‹‹‹‹‹‹‹‹‹‹‹‹‹‹‹‹‹‹‹‹‹‹‹‹‹‹‹‹‹‹ <box>157 435 768 445</box>
species-label[interactable]: Dog <box>129 1466 152 1480</box>
gencode-gene-label[interactable]: TMCO4 <box>110 161 152 175</box>
gtex-tissue-bar[interactable] <box>488 1244 494 1276</box>
strand-arrows: ‹‹‹‹‹‹‹‹‹‹‹‹‹‹‹‹‹‹‹‹‹‹‹‹‹‹‹‹‹‹‹‹‹‹‹‹‹‹‹‹‹‹‹‹‹‹‹‹‹‹‹‹‹‹‹‹‹‹‹‹‹‹‹‹‹‹‹‹‹‹‹‹‹‹‹‹‹‹‹‹‹‹‹‹‹‹‹‹‹‹‹‹‹‹‹‹‹‹‹‹‹‹‹‹‹‹‹‹‹‹‹‹‹‹‹‹‹‹‹‹‹‹‹‹‹‹‹‹‹‹‹‹‹‹‹‹‹‹‹‹‹‹‹‹‹‹‹‹‹‹‹‹‹‹‹‹‹‹‹‹ <box>157 787 768 797</box>
aligned-base: = <box>186 1511 194 1525</box>
gtex-tissue-bar[interactable] <box>192 1234 198 1275</box>
strand-arrows: ‹‹‹‹‹‹‹‹‹‹‹‹‹‹‹‹‹‹‹‹‹‹‹‹‹‹‹‹‹‹‹‹‹‹‹‹‹‹‹‹‹‹‹‹‹‹‹‹‹‹‹‹‹‹‹‹‹‹‹‹‹‹‹‹‹‹‹‹‹‹‹‹‹‹‹‹‹‹‹‹‹‹‹‹‹‹‹‹‹‹‹‹‹‹‹‹‹‹‹‹‹‹‹‹‹‹‹‹‹‹‹‹‹‹‹‹‹‹‹‹‹‹‹‹‹‹‹‹‹‹‹‹‹‹‹‹‹‹‹‹‹‹‹‹‹‹‹‹‹‹‹‹‹‹‹‹‹‹‹‹ <box>157 819 768 829</box>
pubs-snps-label[interactable]: SNPs <box>121 1136 152 1150</box>
strand-arrows: ‹‹‹‹‹‹‹‹‹‹‹‹‹‹‹‹‹‹‹‹‹‹‹‹‹‹‹‹‹‹‹‹‹‹‹‹‹‹‹‹‹‹‹‹‹‹‹‹‹‹‹‹‹‹‹‹‹‹‹‹‹‹‹‹‹‹‹‹‹‹‹‹‹‹‹‹‹‹‹‹‹‹‹‹‹‹‹‹‹‹‹‹‹‹‹‹‹‹‹‹‹‹‹‹‹‹‹‹‹‹‹‹‹‹‹‹‹‹‹‹‹‹‹‹‹‹‹‹‹‹‹‹‹‹‹‹‹‹‹‹‹‹‹‹‹‹‹‹‹‹‹‹‹‹‹‹‹‹‹‹ <box>157 643 768 653</box>
scale-bar <box>371 17 733 25</box>
gencode-gene-label[interactable]: TMCO4 <box>110 529 152 543</box>
gtex-tissue-bar[interactable] <box>399 1232 405 1275</box>
gencode-gene-label[interactable]: TMCO4 <box>110 465 152 479</box>
aligned-base: - <box>908 1481 912 1495</box>
gtex-tissue-bar[interactable] <box>447 1243 453 1275</box>
strand-arrows: ‹‹‹‹‹‹‹‹‹‹‹‹‹‹‹‹‹‹‹‹‹‹‹‹‹‹‹‹‹‹‹‹‹‹‹‹‹‹‹‹‹‹‹‹‹‹‹‹‹‹‹‹‹‹‹‹‹‹‹‹‹‹‹‹‹‹‹‹‹‹‹‹‹‹‹‹‹‹‹‹‹‹‹‹‹‹‹‹‹‹‹‹‹‹‹‹‹‹‹‹‹‹‹‹‹‹‹‹‹‹‹‹‹‹‹‹‹‹‹‹‹‹‹‹‹‹‹‹‹‹‹‹‹‹‹‹‹‹‹‹‹‹‹‹‹‹‹‹‹‹‹‹‹‹‹‹‹‹‹‹ <box>157 803 768 813</box>
gtex-tissue-bar[interactable] <box>330 1236 336 1275</box>
pubs-title[interactable]: Publications: Sequences in Scientific Articles <box>443 1106 661 1118</box>
strand-arrows: ‹‹‹‹‹‹‹‹‹‹‹‹‹‹‹‹‹‹‹‹‹‹‹‹‹‹‹‹‹‹‹‹‹‹‹‹‹‹‹‹‹‹‹‹‹‹‹‹‹‹‹‹‹‹‹‹‹‹‹‹‹‹‹‹‹‹‹‹‹‹‹‹‹‹‹‹‹‹‹‹‹‹‹‹‹‹‹‹‹‹‹‹‹‹‹‹‹‹‹‹‹‹‹‹‹‹‹‹‹‹‹‹‹‹‹‹‹‹‹‹‹‹‹‹‹‹‹‹‹‹‹‹‹‹‹‹‹‹‹‹‹‹‹‹‹‹‹‹‹‹‹‹‹‹‹‹‹‹‹‹ <box>157 179 768 189</box>
strand-arrows: ‹‹‹‹‹‹‹‹‹‹‹‹‹‹‹‹‹‹‹‹‹‹‹‹‹‹‹‹‹‹‹‹‹‹‹‹‹‹‹‹‹‹‹‹‹‹‹‹‹‹‹‹‹‹‹‹‹‹‹‹‹‹‹‹‹‹‹‹‹‹‹‹‹‹‹‹‹‹‹‹‹‹‹‹‹‹‹‹‹‹‹‹‹‹‹‹‹‹‹‹‹‹‹‹‹‹‹‹‹‹‹‹‹‹‹‹‹‹‹‹‹‹‹‹‹‹‹‹‹‹‹‹‹‹‹‹‹‹‹‹‹‹‹‹‹‹‹‹‹‹‹‹‹‹‹‹‹‹‹‹ <box>157 371 768 381</box>
gencode-gene-label[interactable]: TMCO4 <box>110 353 152 367</box>
gtex-tissue-bar[interactable] <box>405 1265 411 1275</box>
gtex-tissue-bar[interactable] <box>350 1241 356 1275</box>
aligned-base: = <box>546 1496 554 1510</box>
aligned-base: = <box>834 1511 842 1525</box>
strand-arrows: ‹‹‹‹‹‹‹‹‹‹‹‹‹‹‹‹‹‹‹‹‹‹‹‹‹‹‹‹‹‹‹‹‹‹‹‹‹‹‹‹‹‹‹‹‹‹‹‹‹‹‹‹‹‹‹‹‹‹‹‹‹‹‹‹‹‹‹‹‹‹‹‹‹‹‹‹‹‹‹‹‹‹‹‹‹‹‹‹‹‹‹‹‹‹‹‹‹‹‹‹‹‹‹‹‹‹‹‹‹‹‹‹‹‹‹‹‹‹‹‹‹‹‹‹‹‹‹‹‹‹‹‹‹‹‹‹‹‹‹‹‹‹‹‹‹‹‹‹‹‹‹‹‹‹‹‹‹‹‹‹ <box>157 867 768 877</box>
phylop-min: -4.5 _ <box>119 1376 150 1390</box>
gencode-gene-label[interactable]: TMCO4 <box>110 337 152 351</box>
strand-arrows: ‹‹‹‹‹‹‹‹‹‹‹‹‹‹‹‹‹‹‹‹‹‹‹‹‹‹‹‹‹‹‹‹‹‹‹‹‹‹‹‹‹‹‹‹‹‹‹‹‹‹‹‹‹‹‹‹‹‹‹‹‹‹‹‹‹‹‹‹‹‹‹‹‹‹‹‹‹‹‹‹‹‹‹‹‹‹‹‹‹‹‹‹‹‹‹‹‹‹‹‹‹‹‹‹‹‹‹‹‹‹‹‹‹‹‹‹‹‹‹‹‹‹‹‹‹‹‹‹‹‹‹‹‹‹‹‹‹‹‹‹‹‹‹‹‹‹‹‹‹‹‹‹‹‹‹‹‹‹‹‹ <box>157 883 768 893</box>
species-label[interactable]: Chicken <box>108 1496 152 1510</box>
gencode-gene-label[interactable]: TMCO4 <box>110 177 152 191</box>
strand-arrows: ‹‹‹‹‹‹‹‹‹‹‹‹‹‹‹‹‹‹‹‹‹‹‹‹‹‹‹‹‹‹‹‹‹‹‹‹‹‹‹‹‹‹‹‹‹‹‹‹‹‹‹‹‹‹‹‹‹‹‹‹‹‹‹‹‹‹‹‹‹‹‹‹‹‹‹‹‹‹‹‹‹‹‹‹‹‹‹‹‹‹‹‹‹‹‹‹‹‹‹‹‹‹‹‹‹‹‹‹‹‹‹‹‹‹‹‹‹‹‹‹‹‹‹‹‹‹‹‹‹‹‹‹‹‹‹‹‹‹‹‹‹‹‹‹‹‹‹‹‹‹‹‹‹‹‹‹‹‹‹‹ <box>157 723 768 733</box>
refseq-label[interactable]: RefSeq Curated <box>65 1089 152 1103</box>
aligned-base: = <box>618 1496 626 1510</box>
gencode-gene-label[interactable]: TMCO4 <box>110 753 152 767</box>
aligned-base: = <box>690 1496 698 1510</box>
gtex-tissue-bar[interactable] <box>481 1238 487 1275</box>
aligned-base: A <box>257 1421 267 1435</box>
strand-arrows: ‹‹‹‹‹‹‹‹‹‹‹‹‹‹‹‹‹‹‹‹‹‹‹‹‹‹‹‹‹‹‹‹‹‹‹‹‹‹‹‹‹‹‹‹‹‹‹‹‹‹‹‹‹‹‹‹‹‹‹‹‹‹‹‹‹‹‹‹‹‹‹‹‹‹‹‹‹‹‹‹‹‹‹‹‹‹‹‹‹‹‹‹‹‹‹‹‹‹‹‹‹‹‹‹‹‹‹‹‹‹‹‹‹‹‹‹‹‹‹‹‹‹‹‹‹‹‹‹‹‹‹‹‹‹‹‹‹‹‹‹‹‹‹‹‹‹‹‹‹‹‹‹‹‹‹‹‹‹‹‹ <box>157 211 768 221</box>
gencode-gene-label[interactable]: TMCO4 <box>110 801 152 815</box>
phylop-mark <box>537 1365 551 1366</box>
pubs-sequences-label[interactable]: Sequences <box>91 1120 152 1134</box>
gencode-gene-label[interactable]: TMCO4 <box>110 833 152 847</box>
gencode-gene-label[interactable]: TMCO4 <box>110 705 152 719</box>
omim-label[interactable]: OMIM Genes <box>80 1167 152 1181</box>
phylop-plot[interactable] <box>157 1356 950 1380</box>
species-label[interactable]: Rhesus <box>111 1436 152 1450</box>
assembly-label: hg19 <box>741 18 768 32</box>
gtex-tissue-bar[interactable] <box>295 1238 301 1275</box>
aligned-base: G <box>761 1421 771 1435</box>
refseq-title[interactable]: RefSeq genes from NCBI <box>489 1075 615 1087</box>
strand-arrows: ‹‹‹‹‹‹‹‹‹‹‹‹‹‹‹‹‹‹‹‹‹‹‹‹‹‹‹‹‹‹‹‹‹‹‹‹‹‹‹‹‹‹‹‹‹‹‹‹‹‹‹‹‹‹‹‹‹‹‹‹‹‹‹‹‹‹‹‹‹‹‹‹‹‹‹‹‹‹‹‹‹‹‹‹‹‹‹‹‹‹‹‹‹‹‹‹‹‹‹‹‹‹‹‹‹‹‹‹‹‹‹‹‹‹‹‹‹‹‹‹‹‹‹‹‹‹‹‹‹‹‹‹‹‹‹‹‹‹‹‹‹‹‹‹‹‹‹‹‹‹‹‹‹‹‹‹‹‹‹‹ <box>157 915 768 925</box>
gtex-tissue-bar[interactable] <box>378 1238 384 1275</box>
aligned-base: = <box>906 1451 914 1465</box>
strand-arrows: ‹‹‹‹‹‹‹‹‹‹‹‹‹‹‹‹‹‹‹‹‹‹‹‹‹‹‹‹‹‹‹‹‹‹‹‹‹‹‹‹‹‹‹‹‹‹‹‹‹‹‹‹‹‹‹‹‹‹‹‹‹‹‹‹‹‹‹‹‹‹‹‹‹‹‹‹‹‹‹‹‹‹‹‹‹‹‹‹‹‹‹‹‹‹‹‹‹‹‹‹‹‹‹‹‹‹‹‹‹‹‹‹‹‹‹‹‹‹‹‹‹‹‹‹‹‹‹‹‹‹‹‹‹‹‹‹‹‹‹‹‹‹‹‹‹‹‹‹‹‹‹‹‹‹‹‹‹‹‹‹ <box>157 531 768 541</box>
aligned-base: - <box>620 1466 624 1480</box>
strand-arrows: ‹‹‹‹‹‹‹‹‹‹‹‹‹‹‹‹‹‹‹‹‹‹‹‹‹‹‹‹‹‹‹‹‹‹‹‹‹‹‹‹‹‹‹‹‹‹‹‹‹‹‹‹‹‹‹‹‹‹‹‹‹‹‹‹‹‹‹‹‹‹‹‹‹‹‹‹‹‹‹‹‹‹‹‹‹‹‹‹‹‹‹‹‹‹‹‹‹‹‹‹‹‹‹‹‹‹‹‹‹‹‹‹‹‹‹‹‹‹‹‹‹‹‹‹‹‹‹‹‹‹‹‹‹‹‹‹‹‹‹‹‹‹‹‹‹‹‹‹‹‹‹‹‹‹‹‹‹‹‹‹ <box>157 627 768 637</box>
gencode-gene-label[interactable]: TMCO4 <box>110 1057 152 1071</box>
label-chr: chr1: <box>125 35 152 49</box>
aligned-base: T <box>546 1436 554 1450</box>
aligned-base: G <box>473 1421 483 1435</box>
gtex-tissue-bar[interactable] <box>247 1266 253 1275</box>
gtex-tissue-bar[interactable] <box>274 1262 280 1276</box>
gencode-gene-label[interactable]: TMCO4 <box>110 545 152 559</box>
gtex-title[interactable]: Gene Expression in 54 tissues from GTEx RNA-seq of 17382 samples, 948 donors (V8, Aug 2019) <box>290 1215 814 1229</box>
aligned-base: = <box>330 1511 338 1525</box>
gencode-gene-label[interactable]: TMCO4 <box>110 1009 152 1023</box>
aligned-base: = <box>762 1451 770 1465</box>
aligned-base: - <box>620 1481 624 1495</box>
repeatmasker-label[interactable]: RepeatMasker <box>73 1556 152 1570</box>
aligned-base: - <box>332 1466 336 1480</box>
species-label[interactable]: Mouse <box>115 1451 152 1465</box>
aligned-base: = <box>402 1511 410 1525</box>
gencode-gene-label[interactable]: TMCO4 <box>110 1041 152 1055</box>
base-letter: A <box>617 50 627 64</box>
